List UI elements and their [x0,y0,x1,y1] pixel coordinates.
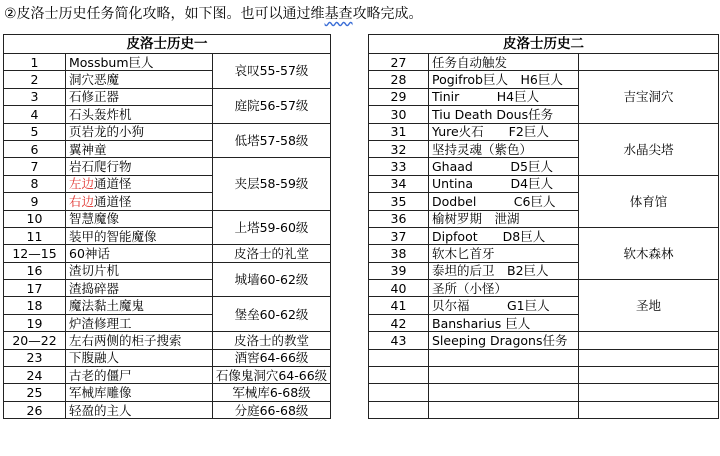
row-name [66,245,213,262]
row-number: 27 [369,54,429,71]
highlighted-text: 左边 [69,176,95,192]
name-text: 页岩龙的小狗 [69,124,145,140]
table-title: 皮洛士历史二 [369,35,719,54]
row-number: 4 [4,106,66,123]
table-row [369,123,719,140]
table-title: 皮洛士历史一 [4,35,331,54]
location-cell: 军械库6-68级 [213,384,331,401]
row-number: 16 [4,262,66,279]
row-number: 38 [369,245,429,262]
name-text: 翼神童 [69,141,107,157]
location-cell: 城墙60-62级 [213,262,331,297]
table-row [369,71,719,88]
row-number [369,349,429,366]
row-number: 36 [369,210,429,227]
row-number: 28 [369,71,429,88]
name-text: Pogifrob巨人 H6巨人 [432,72,563,88]
table-row [369,367,719,384]
row-name [429,332,579,349]
name-text: 装甲的智能魔像 [69,228,157,244]
row-name [66,332,213,349]
row-name [429,280,579,297]
table-row [4,123,331,140]
row-name [429,314,579,331]
row-name [66,227,213,244]
row-number: 35 [369,193,429,210]
row-name [66,140,213,157]
table-row [369,384,719,401]
name-text: 通道怪 [94,176,132,192]
table-row [4,384,331,401]
row-name [66,158,213,175]
location-cell [579,332,719,349]
row-name [429,88,579,105]
row-number: 29 [369,88,429,105]
name-text: 魔法黏土魔鬼 [69,298,145,314]
name-text: 石修正器 [69,89,120,105]
row-name [66,54,213,71]
row-number: 32 [369,140,429,157]
name-text: Yure火石 F2巨人 [432,124,549,140]
name-text: 圣所（小怪） [432,280,508,296]
row-name [429,227,579,244]
row-number: 42 [369,314,429,331]
table-row [4,349,331,366]
name-text: 60神话 [69,245,110,261]
row-number: 43 [369,332,429,349]
row-name [66,401,213,418]
row-name [429,71,579,88]
table-row [4,210,331,227]
history-two-table [368,34,719,419]
intro-prefix: ②皮洛士历史任务简化攻略，如下图。也可以通过维 [4,6,325,22]
row-name [429,367,579,384]
row-name [66,88,213,105]
row-name [429,384,579,401]
table-row [4,297,331,314]
row-number: 12—15 [4,245,66,262]
name-text: 石头轰炸机 [69,106,132,122]
name-text: Bansharius 巨人 [432,315,531,331]
row-number: 11 [4,227,66,244]
location-cell: 皮洛士的教堂 [213,332,331,349]
name-text: 坚持灵魂（紫色） [432,141,533,157]
row-number: 37 [369,227,429,244]
row-number: 17 [4,280,66,297]
row-name [429,349,579,366]
row-name [429,401,579,418]
intro-text [4,4,423,24]
intro-underlined-word: 基查 [324,6,353,22]
location-cell: 夹层58-59级 [213,158,331,210]
row-name [66,210,213,227]
row-number: 5 [4,123,66,140]
row-number: 2 [4,71,66,88]
name-text: Mossbum巨人 [69,54,154,70]
location-cell [579,367,719,384]
name-text: 下腹融人 [69,350,120,366]
name-text: 炉渣修理工 [69,315,132,331]
table-row [4,401,331,418]
name-text: 榆树罗期 泄湖 [432,211,520,227]
row-number: 1 [4,54,66,71]
row-name [429,175,579,192]
table-row [369,401,719,418]
name-text: 任务自动触发 [432,54,508,70]
row-name [66,367,213,384]
name-text: 左右两侧的柜子搜索 [69,332,182,348]
name-text: 通道怪 [94,193,132,209]
table-row [369,349,719,366]
row-name [429,140,579,157]
location-cell: 上塔59-60级 [213,210,331,245]
row-name [429,123,579,140]
row-number: 34 [369,175,429,192]
name-text: Sleeping Dragons任务 [432,332,568,348]
location-cell: 皮洛士的礼堂 [213,245,331,262]
row-name [429,106,579,123]
row-number: 23 [4,349,66,366]
table-row [369,175,719,192]
intro-suffix: 攻略完成。 [352,6,423,22]
location-cell [579,401,719,418]
row-number: 8 [4,175,66,192]
history-one-table [3,34,331,419]
row-number: 3 [4,88,66,105]
name-text: 渣捣碎器 [69,280,120,296]
table-row [4,245,331,262]
location-cell: 庭院56-57级 [213,88,331,123]
table-row [369,227,719,244]
row-name [66,193,213,210]
row-name [66,297,213,314]
table-row [4,262,331,279]
table-row [4,158,331,175]
name-text: Untina D4巨人 [432,176,554,192]
location-cell: 酒窖64-66级 [213,349,331,366]
table-row [369,280,719,297]
name-text: Ghaad D5巨人 [432,159,553,175]
location-cell: 哀叹55-57级 [213,54,331,89]
row-name [429,297,579,314]
row-number: 20—22 [4,332,66,349]
row-number: 41 [369,297,429,314]
location-cell [579,384,719,401]
name-text: 软木匕首牙 [432,245,495,261]
row-number: 40 [369,280,429,297]
row-name [429,54,579,71]
name-text: 贝尔福 G1巨人 [432,298,550,314]
row-number: 26 [4,401,66,418]
row-number: 33 [369,158,429,175]
location-cell: 水晶尖塔 [579,123,719,175]
row-number: 25 [4,384,66,401]
row-number [369,384,429,401]
row-name [429,193,579,210]
row-number: 24 [4,367,66,384]
location-cell: 堡垒60-62级 [213,297,331,332]
row-name [429,210,579,227]
row-number: 10 [4,210,66,227]
row-number: 19 [4,314,66,331]
row-number: 7 [4,158,66,175]
row-name [66,384,213,401]
row-number [369,401,429,418]
row-name [66,71,213,88]
name-text: Tinir H4巨人 [432,89,540,105]
location-cell [579,54,719,71]
table-row [4,367,331,384]
name-text: Tiu Death Dous任务 [432,106,554,122]
row-number [369,367,429,384]
row-name [429,262,579,279]
row-name [429,245,579,262]
row-name [429,158,579,175]
name-text: Dipfoot D8巨人 [432,228,546,244]
table-row [369,54,719,71]
table-row [4,332,331,349]
row-number: 18 [4,297,66,314]
location-cell: 软木森林 [579,227,719,279]
name-text: 洞穴恶魔 [69,72,120,88]
row-number: 9 [4,193,66,210]
location-cell: 体育馆 [579,175,719,227]
name-text: 轻盈的主人 [69,402,132,418]
row-number: 30 [369,106,429,123]
table-row [4,88,331,105]
location-cell: 石像鬼洞穴64-66级 [213,367,331,384]
row-name [66,123,213,140]
row-name [66,106,213,123]
location-cell [579,349,719,366]
row-name [66,349,213,366]
table-row [4,54,331,71]
name-text: 渣切片机 [69,263,120,279]
row-number: 31 [369,123,429,140]
name-text: Dodbel C6巨人 [432,193,556,209]
row-name [66,262,213,279]
location-cell: 分庭66-68级 [213,401,331,418]
row-number: 6 [4,140,66,157]
table-row [369,332,719,349]
name-text: 古老的僵尸 [69,367,132,383]
location-cell: 吉宝洞穴 [579,71,719,123]
location-cell: 圣地 [579,280,719,332]
highlighted-text: 右边 [69,193,95,209]
row-number: 39 [369,262,429,279]
name-text: 军械库雕像 [69,385,132,401]
name-text: 智慧魔像 [69,211,120,227]
name-text: 岩石爬行物 [69,159,132,175]
row-name [66,175,213,192]
name-text: 泰坦的后卫 B2巨人 [432,263,549,279]
row-name [66,280,213,297]
location-cell: 低塔57-58级 [213,123,331,158]
row-name [66,314,213,331]
